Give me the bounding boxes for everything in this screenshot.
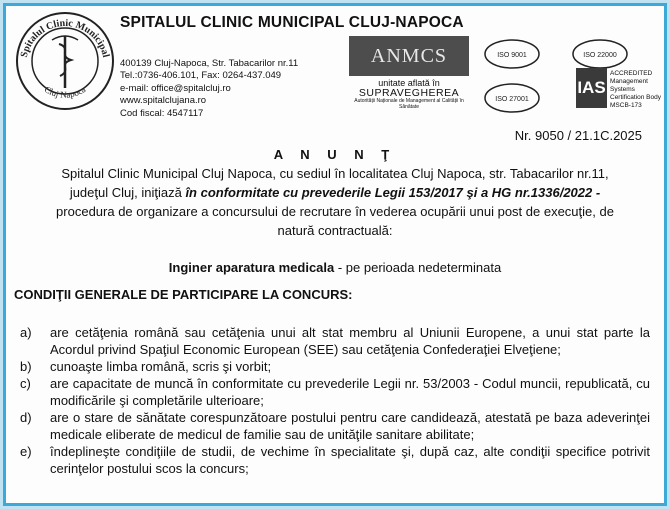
intro-paragraph [22,164,648,240]
list-item-text: cunoaşte limba română, scris şi vorbit; [50,359,272,374]
post-title: Inginer aparatura medicala [168,260,335,275]
list-item [20,409,650,443]
conditions-list [20,324,650,477]
intro-line-1: Spitalul Clinic Municipal Cluj Napoca, cu sediul în localitatea Cluj Napoca, str. Tabacarilor nr.11, [61,166,609,181]
contact-phone: Tel.:0736-406.101, Fax: 0264-437.049 [120,70,282,82]
post-title-line [6,258,664,277]
list-item-label: e) [20,444,32,459]
contact-address: 400139 Cluj-Napoca, Str. Tabacarilor nr.11 [120,58,299,69]
ias-accreditation [576,68,666,116]
anmcs-title: ANMCS [349,36,469,76]
list-item [20,324,650,358]
intro-line-2: judeţul Cluj, iniţiază [69,185,186,200]
list-item-label: b) [20,359,32,374]
ias-mark: IAS [576,68,607,108]
document-number: Nr. 9050 / 21.1C.2025 [514,128,642,143]
logo-text: Spitalul Clinic Municipal [18,17,112,59]
list-item-text: are cetăţenia română sau cetăţenia unui alt stat membru al Uniunii Europene, a unui stat parte la Acordul privind Spaţiul Economic European (SEE) sau cetăţenia Confederaţiei Elveţiene; [50,325,650,357]
contact-block [120,58,298,120]
contact-email: e-mail: office@spitalcluj.ro [120,82,231,94]
intro-line-3: procedura de organizare a concursului de recrutare în vederea ocupării unui post de execuţie, de [56,204,614,219]
logo-city: Cluj Napoca [42,84,88,100]
list-item [20,358,650,375]
list-item-text: are capacitate de muncă în conformitate cu prevederile Legii nr. 53/2003 - Codul muncii, republicată, cu modificările şi completările ulterioare; [50,376,650,408]
hospital-logo [14,10,116,112]
list-item-label: c) [20,376,31,391]
iso-9001-label: ISO 9001 [497,52,527,59]
ias-line3: Certification Body [610,94,661,101]
post-duration: - pe perioada nedeterminata [334,260,502,275]
document-heading: A N U N Ţ [273,147,397,162]
contact-website: www.spitalclujana.ro [120,95,207,107]
ias-line2: Management Systems [610,78,648,93]
list-item [20,443,650,477]
list-item [20,375,650,409]
ias-line4: MSCB-173 [610,102,642,109]
list-item-label: d) [20,410,32,425]
list-item-text: are o stare de sănătate corespunzătoare postului pentru care candidează, atestată pe baza adeverinţei medicale eliberate de medicul de familie sau de unităţile sanitare abilitate; [50,410,650,442]
iso-22000-label: ISO 22000 [583,52,617,59]
anmcs-badge [349,36,469,108]
list-item-text: îndeplineşte condiţiile de studii, de vechime în specialitate şi, după caz, alte condiţii specifice potrivit cerinţelor postului scos la concurs; [50,444,650,476]
list-item-label: a) [20,325,32,340]
anmcs-line2: SUPRAVEGHEREA [358,87,460,99]
iso-27001-label: ISO 27001 [495,96,529,103]
conditions-title: CONDIŢII GENERALE DE PARTICIPARE LA CONCURS: [14,287,353,302]
hospital-name: SPITALUL CLINIC MUNICIPAL CLUJ-NAPOCA [120,14,464,31]
contact-fiscal-code: Cod fiscal: 4547117 [120,107,204,119]
intro-line-4: natură contractuală: [277,223,393,238]
ias-line1: ACCREDITED [610,70,653,77]
anmcs-line3: Autorității Naționale de Management al Calității în Sănătate [354,98,464,110]
iso-22000-badge [571,38,629,70]
intro-legal-basis: în conformitate cu prevederile Legii 153/2017 şi a HG nr.1336/2022 - [185,185,601,200]
iso-27001-badge [483,82,541,114]
document-page [3,3,667,506]
anmcs-line1: unitate aflată în [378,78,440,88]
iso-9001-badge [483,38,541,70]
